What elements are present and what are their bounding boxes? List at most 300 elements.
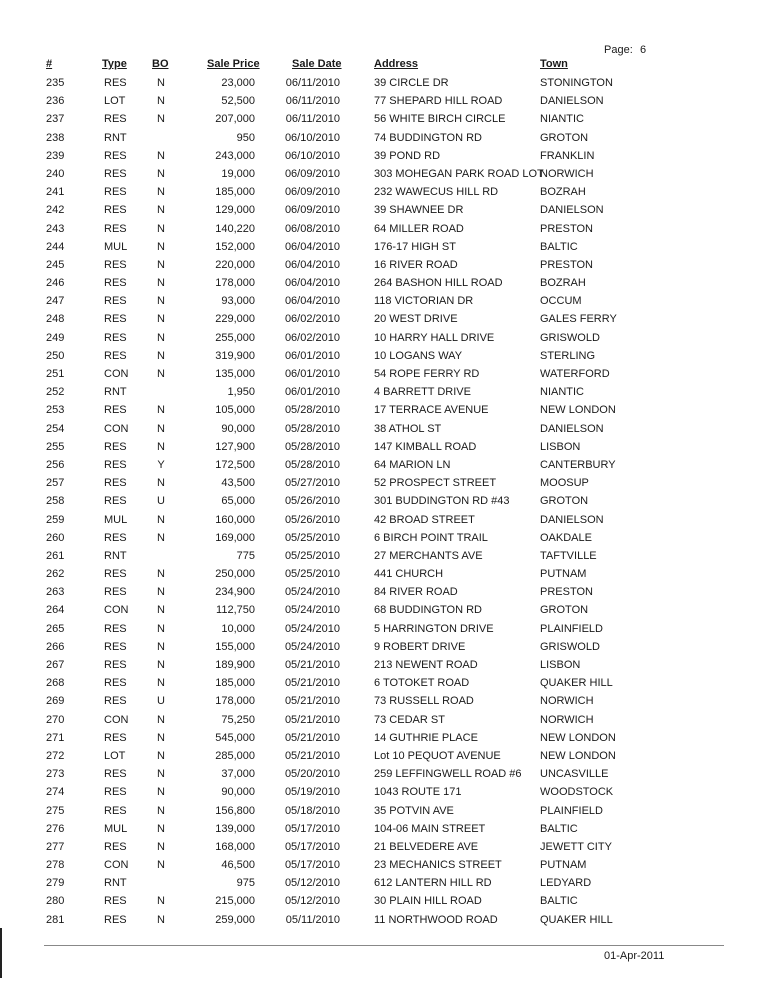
cell-type: MUL (104, 513, 128, 526)
cell-town: PRESTON (540, 222, 593, 235)
cell-bo: N (157, 422, 165, 435)
cell-address: 10 LOGANS WAY (374, 349, 463, 362)
cell-sale-date: 05/21/2010 (284, 713, 340, 726)
cell-town: LEDYARD (540, 877, 592, 890)
cell-type: RES (104, 531, 127, 544)
cell-sale-date: 06/10/2010 (284, 131, 340, 144)
cell-address: 9 ROBERT DRIVE (374, 640, 466, 653)
table-row (0, 713, 768, 731)
table-row (0, 258, 768, 276)
header-type: Type (102, 58, 127, 70)
cell-town: DANIELSON (540, 422, 604, 435)
cell-sale-date: 05/28/2010 (284, 440, 340, 453)
cell-number: 260 (46, 531, 65, 544)
cell-sale-date: 05/21/2010 (284, 731, 340, 744)
cell-address: 74 BUDDINGTON RD (374, 131, 482, 144)
cell-type: LOT (104, 95, 126, 108)
cell-sale-price: 255,000 (215, 331, 255, 344)
cell-sale-price: 112,750 (216, 604, 255, 617)
cell-sale-price: 10,000 (221, 622, 255, 635)
cell-town: LISBON (540, 659, 581, 671)
cell-town: PUTNAM (540, 859, 587, 872)
cell-bo: N (157, 240, 165, 253)
table-row (0, 622, 768, 640)
cell-address: 84 RIVER ROAD (374, 586, 458, 599)
cell-sale-date: 06/01/2010 (284, 386, 340, 399)
cell-number: 259 (46, 513, 65, 526)
cell-bo: N (157, 731, 165, 744)
cell-address: 176-17 HIGH ST (374, 240, 456, 253)
cell-sale-price: 127,900 (215, 440, 255, 453)
cell-type: CON (104, 604, 129, 617)
cell-type: RES (104, 768, 127, 781)
cell-number: 269 (46, 695, 65, 708)
cell-type: RES (104, 786, 127, 799)
table-row (0, 749, 768, 767)
cell-number: 270 (46, 713, 65, 726)
cell-type: MUL (104, 240, 128, 253)
cell-sale-price: 19,000 (221, 167, 255, 180)
cell-town: NEW LONDON (540, 404, 616, 417)
table-row (0, 203, 768, 221)
cell-number: 272 (46, 749, 65, 762)
cell-address: 52 PROSPECT STREET (374, 477, 497, 490)
cell-sale-price: 169,000 (215, 531, 255, 544)
cell-address: 68 BUDDINGTON RD (374, 604, 482, 617)
cell-address: 6 BIRCH POINT TRAIL (374, 531, 488, 544)
cell-bo: N (157, 677, 165, 690)
cell-number: 267 (46, 659, 65, 671)
cell-type: CON (104, 713, 129, 726)
cell-sale-price: 234,900 (215, 586, 255, 599)
cell-address: 21 BELVEDERE AVE (374, 840, 479, 853)
cell-bo: N (157, 404, 165, 417)
cell-address: 39 POND RD (374, 149, 441, 162)
cell-sale-price: 250,000 (215, 568, 255, 581)
cell-bo: N (157, 204, 165, 217)
cell-sale-date: 06/08/2010 (284, 222, 340, 235)
cell-bo: N (157, 277, 165, 290)
table-row (0, 603, 768, 621)
cell-type: RNT (104, 386, 127, 399)
cell-address: 38 ATHOL ST (374, 422, 442, 435)
table-row (0, 240, 768, 258)
cell-town: PLAINFIELD (540, 622, 603, 635)
cell-number: 244 (46, 240, 65, 253)
cell-town: TAFTVILLE (540, 549, 597, 562)
cell-sale-price: 775 (236, 549, 255, 562)
cell-sale-date: 06/02/2010 (284, 331, 340, 344)
cell-sale-price: 950 (236, 131, 255, 144)
cell-address: 39 CIRCLE DR (374, 77, 449, 89)
cell-address: 14 GUTHRIE PLACE (374, 731, 478, 744)
cell-address: 10 HARRY HALL DRIVE (374, 331, 495, 344)
cell-number: 279 (46, 877, 65, 890)
cell-type: RES (104, 913, 127, 926)
cell-number: 254 (46, 422, 65, 435)
cell-sale-date: 05/25/2010 (284, 568, 340, 581)
cell-type: RES (104, 640, 127, 653)
cell-sale-date: 06/11/2010 (285, 113, 340, 126)
cell-type: MUL (104, 822, 128, 835)
cell-town: WOODSTOCK (540, 786, 614, 799)
cell-type: RES (104, 622, 127, 635)
cell-sale-date: 06/04/2010 (284, 277, 340, 290)
table-header (0, 58, 768, 72)
cell-sale-date: 05/17/2010 (284, 840, 340, 853)
cell-town: OCCUM (540, 295, 582, 308)
cell-sale-date: 06/11/2010 (285, 95, 340, 108)
cell-sale-price: 46,500 (221, 859, 255, 872)
cell-town: BALTIC (540, 895, 578, 908)
table-row (0, 458, 768, 476)
cell-town: STERLING (540, 349, 596, 362)
cell-number: 263 (46, 586, 65, 599)
cell-bo: N (157, 895, 165, 908)
cell-bo: N (157, 186, 165, 199)
cell-type: RES (104, 804, 127, 817)
table-row (0, 894, 768, 912)
cell-address: 17 TERRACE AVENUE (374, 404, 489, 417)
cell-sale-date: 06/04/2010 (284, 295, 340, 308)
cell-town: QUAKER HILL (540, 677, 613, 690)
cell-address: 4 BARRETT DRIVE (374, 386, 471, 399)
cell-bo: N (157, 749, 165, 762)
cell-address: 11 NORTHWOOD ROAD (374, 913, 498, 926)
cell-town: GRISWOLD (540, 331, 600, 344)
cell-address: 35 POTVIN AVE (374, 804, 454, 817)
cell-type: RES (104, 677, 127, 690)
cell-number: 253 (46, 404, 65, 417)
cell-address: 301 BUDDINGTON RD #43 (374, 495, 510, 508)
cell-number: 235 (46, 77, 65, 89)
cell-type: RES (104, 204, 127, 217)
cell-address: 77 SHEPARD HILL ROAD (374, 95, 503, 108)
cell-town: GROTON (540, 495, 589, 508)
cell-town: DANIELSON (540, 204, 604, 217)
cell-type: CON (104, 422, 129, 435)
cell-address: 27 MERCHANTS AVE (374, 549, 483, 562)
cell-bo: N (157, 77, 165, 89)
cell-town: BALTIC (540, 240, 578, 253)
table-row (0, 222, 768, 240)
cell-bo: N (157, 513, 165, 526)
table-row (0, 531, 768, 549)
cell-type: RES (104, 895, 127, 908)
cell-sale-price: 259,000 (215, 913, 255, 926)
cell-bo: N (157, 568, 165, 581)
cell-sale-date: 06/10/2010 (284, 149, 340, 162)
cell-sale-date: 05/28/2010 (284, 422, 340, 435)
cell-town: LISBON (540, 440, 581, 453)
cell-town: GROTON (540, 604, 589, 617)
cell-sale-date: 05/24/2010 (284, 586, 340, 599)
table-row (0, 694, 768, 712)
cell-sale-date: 06/09/2010 (284, 186, 340, 199)
cell-sale-price: 160,000 (215, 513, 255, 526)
cell-sale-date: 05/28/2010 (284, 458, 340, 471)
cell-type: RES (104, 258, 127, 271)
cell-address: 303 MOHEGAN PARK ROAD LOT (374, 167, 544, 180)
cell-address: 56 WHITE BIRCH CIRCLE (374, 113, 506, 126)
cell-type: RES (104, 167, 127, 180)
cell-bo: N (157, 331, 165, 344)
table-row (0, 731, 768, 749)
cell-town: PRESTON (540, 258, 593, 271)
cell-address: Lot 10 PEQUOT AVENUE (374, 749, 501, 762)
cell-number: 278 (46, 859, 65, 872)
cell-sale-price: 37,000 (221, 768, 255, 781)
cell-sale-price: 185,000 (215, 677, 255, 690)
table-row (0, 913, 768, 931)
cell-type: RES (104, 495, 127, 508)
cell-bo: N (157, 859, 165, 872)
cell-number: 257 (46, 477, 65, 490)
cell-number: 258 (46, 495, 65, 508)
cell-sale-date: 05/24/2010 (284, 640, 340, 653)
cell-bo: N (157, 768, 165, 781)
table-row (0, 76, 768, 94)
cell-number: 247 (46, 295, 65, 308)
cell-address: 213 NEWENT ROAD (374, 659, 478, 671)
table-row (0, 349, 768, 367)
table-row (0, 767, 768, 785)
cell-number: 239 (46, 149, 65, 162)
cell-address: 259 LEFFINGWELL ROAD #6 (374, 768, 522, 781)
cell-type: RNT (104, 877, 127, 890)
cell-sale-price: 93,000 (221, 295, 255, 308)
cell-number: 256 (46, 458, 65, 471)
table-row (0, 422, 768, 440)
cell-sale-date: 05/17/2010 (284, 822, 340, 835)
cell-number: 252 (46, 386, 65, 399)
cell-town: GALES FERRY (540, 313, 617, 326)
cell-type: CON (104, 368, 129, 380)
cell-address: 16 RIVER ROAD (374, 258, 458, 271)
cell-sale-price: 75,250 (221, 713, 255, 726)
cell-town: NORWICH (540, 695, 594, 708)
cell-type: RNT (104, 549, 127, 562)
cell-town: BALTIC (540, 822, 578, 835)
cell-type: RES (104, 440, 127, 453)
cell-town: NORWICH (540, 713, 594, 726)
table-row (0, 294, 768, 312)
cell-type: RES (104, 349, 127, 362)
cell-sale-date: 06/01/2010 (284, 368, 340, 380)
table-row (0, 676, 768, 694)
sales-table (0, 76, 768, 931)
cell-town: BOZRAH (540, 277, 586, 290)
cell-sale-price: 975 (236, 877, 255, 890)
header-sale-price: Sale Price (207, 58, 260, 70)
cell-address: 147 KIMBALL ROAD (374, 440, 477, 453)
cell-sale-price: 178,000 (215, 695, 255, 708)
cell-number: 240 (46, 167, 65, 180)
cell-type: RES (104, 113, 127, 126)
cell-bo: N (157, 640, 165, 653)
cell-address: 42 BROAD STREET (374, 513, 475, 526)
cell-number: 277 (46, 840, 65, 853)
cell-number: 255 (46, 440, 65, 453)
cell-number: 276 (46, 822, 65, 835)
cell-address: 232 WAWECUS HILL RD (374, 186, 499, 199)
cell-town: MOOSUP (540, 477, 589, 490)
cell-sale-price: 189,900 (215, 659, 255, 671)
cell-type: RES (104, 331, 127, 344)
table-row (0, 640, 768, 658)
cell-number: 250 (46, 349, 65, 362)
header-num: # (46, 58, 53, 70)
cell-town: NEW LONDON (540, 731, 616, 744)
cell-address: 23 MECHANICS STREET (374, 859, 502, 872)
cell-type: RES (104, 222, 127, 235)
cell-sale-price: 90,000 (221, 422, 255, 435)
cell-bo: N (157, 258, 165, 271)
cell-type: RES (104, 458, 127, 471)
cell-type: RES (104, 277, 127, 290)
table-row (0, 185, 768, 203)
cell-sale-date: 05/17/2010 (284, 859, 340, 872)
cell-town: DANIELSON (540, 95, 604, 108)
table-row (0, 367, 768, 385)
cell-sale-date: 05/21/2010 (284, 695, 340, 708)
cell-bo: N (157, 113, 165, 126)
cell-address: 54 ROPE FERRY RD (374, 368, 480, 380)
cell-town: NIANTIC (540, 386, 584, 399)
cell-number: 262 (46, 568, 65, 581)
cell-sale-price: 1,950 (227, 386, 255, 399)
cell-town: FRANKLIN (540, 149, 595, 162)
cell-sale-price: 105,000 (215, 404, 255, 417)
cell-town: DANIELSON (540, 513, 604, 526)
cell-type: RNT (104, 131, 127, 144)
cell-sale-date: 06/04/2010 (284, 258, 340, 271)
cell-bo: N (157, 149, 165, 162)
cell-number: 237 (46, 113, 65, 126)
cell-address: 64 MARION LN (374, 458, 451, 471)
page-number: 6 (640, 44, 647, 56)
table-row (0, 658, 768, 676)
cell-sale-date: 06/09/2010 (284, 167, 340, 180)
cell-type: RES (104, 295, 127, 308)
cell-sale-price: 172,500 (215, 458, 255, 471)
cell-bo: N (157, 713, 165, 726)
cell-sale-price: 140,220 (215, 222, 255, 235)
table-row (0, 585, 768, 603)
cell-bo: N (157, 368, 165, 380)
cell-sale-date: 06/02/2010 (284, 313, 340, 326)
cell-sale-date: 05/21/2010 (284, 749, 340, 762)
cell-sale-date: 06/01/2010 (284, 349, 340, 362)
cell-number: 236 (46, 95, 65, 108)
table-row (0, 840, 768, 858)
header-sale-date: Sale Date (292, 58, 342, 70)
cell-number: 261 (46, 549, 65, 562)
cell-sale-price: 129,000 (215, 204, 255, 217)
cell-bo: N (157, 167, 165, 180)
cell-address: 612 LANTERN HILL RD (374, 877, 492, 890)
cell-sale-date: 05/24/2010 (284, 604, 340, 617)
table-row (0, 167, 768, 185)
cell-address: 64 MILLER ROAD (374, 222, 464, 235)
cell-sale-date: 05/12/2010 (284, 895, 340, 908)
cell-sale-price: 545,000 (215, 731, 255, 744)
table-row (0, 276, 768, 294)
cell-type: RES (104, 477, 127, 490)
cell-sale-price: 215,000 (215, 895, 255, 908)
cell-number: 280 (46, 895, 65, 908)
cell-number: 273 (46, 768, 65, 781)
cell-number: 266 (46, 640, 65, 653)
cell-sale-price: 168,000 (215, 840, 255, 853)
header-town: Town (540, 58, 568, 70)
cell-address: 73 RUSSELL ROAD (374, 695, 474, 708)
cell-bo: N (157, 804, 165, 817)
cell-sale-date: 05/19/2010 (284, 786, 340, 799)
cell-sale-price: 243,000 (215, 149, 255, 162)
cell-number: 249 (46, 331, 65, 344)
cell-type: RES (104, 149, 127, 162)
cell-number: 268 (46, 677, 65, 690)
scan-edge-mark (0, 928, 2, 978)
cell-bo: N (157, 822, 165, 835)
cell-bo: N (157, 295, 165, 308)
cell-bo: N (157, 440, 165, 453)
table-row (0, 549, 768, 567)
cell-town: JEWETT CITY (540, 840, 612, 853)
cell-town: UNCASVILLE (540, 768, 609, 781)
cell-bo: N (157, 786, 165, 799)
cell-town: OAKDALE (540, 531, 592, 544)
cell-town: PUTNAM (540, 568, 587, 581)
table-row (0, 149, 768, 167)
cell-bo: U (157, 495, 165, 508)
cell-number: 274 (46, 786, 65, 799)
cell-bo: N (157, 604, 165, 617)
cell-town: CANTERBURY (540, 458, 616, 471)
cell-number: 238 (46, 131, 65, 144)
cell-type: RES (104, 77, 127, 89)
cell-town: BOZRAH (540, 186, 586, 199)
cell-type: RES (104, 731, 127, 744)
cell-type: CON (104, 859, 129, 872)
cell-town: STONINGTON (540, 77, 613, 89)
cell-town: PRESTON (540, 586, 593, 599)
cell-address: 39 SHAWNEE DR (374, 204, 464, 217)
cell-type: RES (104, 840, 127, 853)
cell-sale-price: 90,000 (221, 786, 255, 799)
cell-sale-price: 43,500 (221, 477, 255, 490)
cell-sale-date: 05/18/2010 (284, 804, 340, 817)
cell-bo: N (157, 913, 165, 926)
cell-sale-price: 220,000 (215, 258, 255, 271)
cell-sale-price: 285,000 (215, 749, 255, 762)
cell-number: 275 (46, 804, 65, 817)
cell-number: 245 (46, 258, 65, 271)
cell-number: 241 (46, 186, 65, 199)
cell-sale-date: 05/24/2010 (284, 622, 340, 635)
cell-bo: N (157, 531, 165, 544)
cell-town: NEW LONDON (540, 749, 616, 762)
footer-date: 01-Apr-2011 (604, 950, 665, 962)
cell-sale-price: 156,800 (215, 804, 255, 817)
table-row (0, 131, 768, 149)
cell-address: 441 CHURCH (374, 568, 444, 581)
cell-sale-date: 05/11/2010 (285, 913, 340, 926)
cell-sale-price: 52,500 (221, 95, 255, 108)
cell-number: 242 (46, 204, 65, 217)
cell-type: RES (104, 568, 127, 581)
